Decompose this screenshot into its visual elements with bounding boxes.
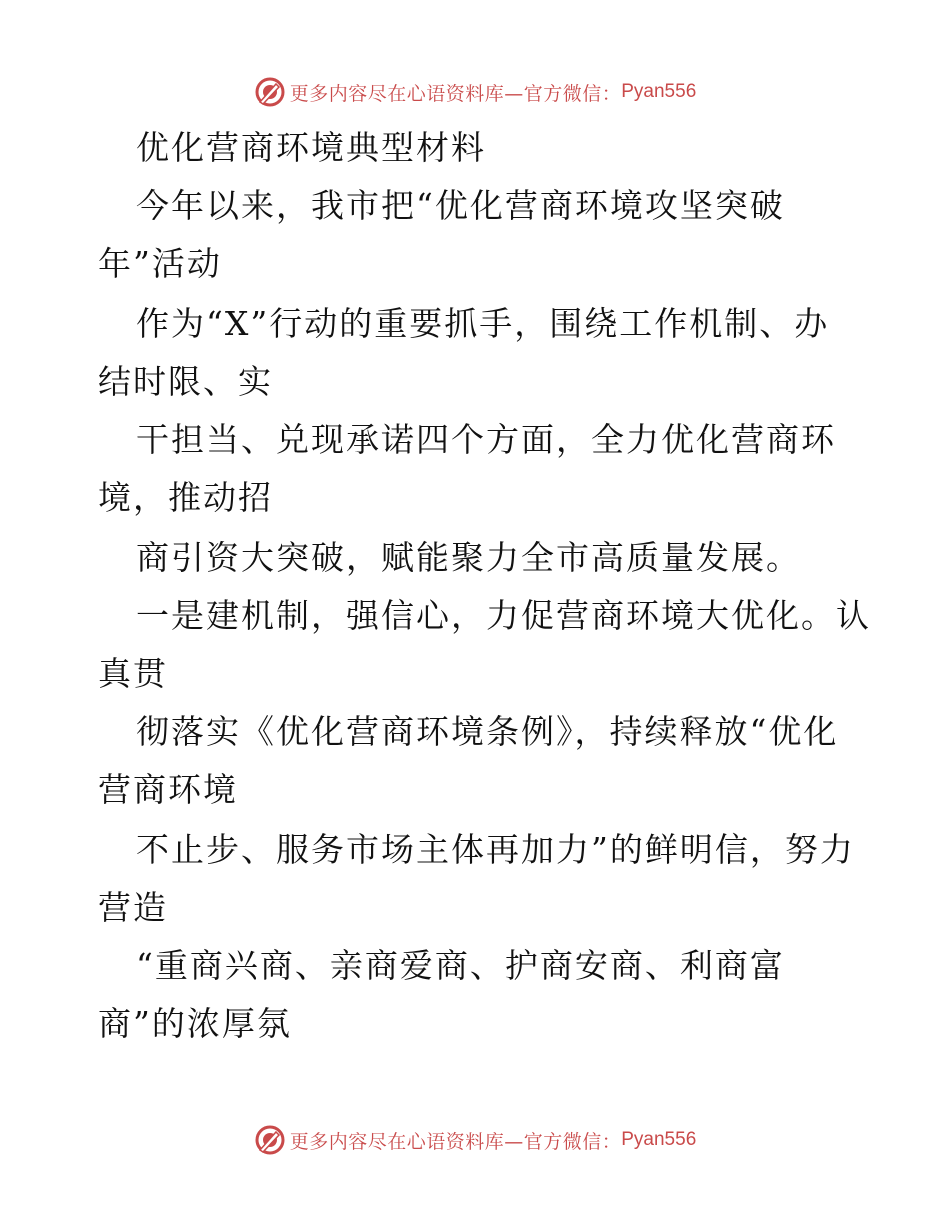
paragraph-line: 作为“X”行动的重要抓手，围绕工作机制、办 xyxy=(136,304,830,343)
paragraph-line: “重商兴商、亲商爱商、护商安商、利商富 xyxy=(136,946,785,985)
paragraph-line: 结时限、实 xyxy=(98,362,273,401)
footer-banner xyxy=(0,1120,950,1160)
paragraph-line: 商引资大突破，赋能聚力全市高质量发展。 xyxy=(136,538,801,577)
pen-logo-icon xyxy=(254,1124,286,1156)
paragraph-line: 年”活动 xyxy=(98,244,222,283)
paragraph-line: 一是建机制，强信心，力促营商环境大优化。认 xyxy=(136,596,871,635)
footer-banner-id: Pyan556 xyxy=(621,1129,697,1150)
paragraph-line: 今年以来，我市把“优化营商环境攻坚突破 xyxy=(136,186,785,225)
header-banner-text: 更多内容尽在心语资料库—官方微信： xyxy=(289,82,622,105)
document-title: 优化营商环境典型材料 xyxy=(136,128,486,167)
paragraph-line: 境，推动招 xyxy=(98,478,273,517)
paragraph-line: 彻落实《优化营商环境条例》，持续释放“优化 xyxy=(136,712,839,751)
header-banner xyxy=(0,72,950,112)
paragraph-line: 真贯 xyxy=(98,654,168,693)
paragraph-line: 不止步、服务市场主体再加力”的鲜明信，努力 xyxy=(136,830,855,869)
paragraph-line: 商”的浓厚氛 xyxy=(98,1004,292,1043)
paragraph-line: 干担当、兑现承诺四个方面，全力优化营商环 xyxy=(136,420,836,459)
footer-banner-text: 更多内容尽在心语资料库—官方微信： xyxy=(289,1130,622,1153)
header-banner-id: Pyan556 xyxy=(621,81,697,102)
pen-logo-icon xyxy=(254,76,286,108)
paragraph-line: 营造 xyxy=(98,888,168,927)
paragraph-line: 营商环境 xyxy=(98,770,238,809)
